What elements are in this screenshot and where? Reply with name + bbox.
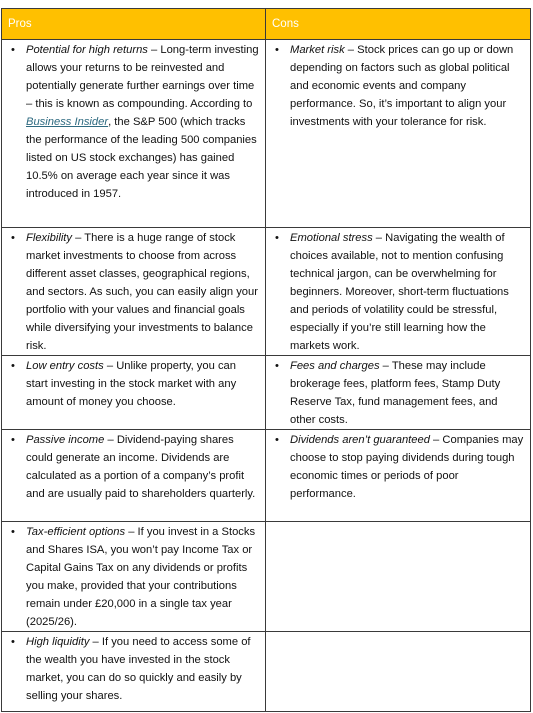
con-cell — [266, 430, 531, 522]
table-row — [2, 228, 531, 356]
table-row — [2, 522, 531, 632]
pro-cell — [2, 356, 266, 430]
bullet-icon: • — [275, 434, 279, 446]
bullet-icon: • — [275, 44, 279, 56]
pros-cons-table — [1, 8, 531, 712]
pro-text-cont: , the S&P 500 (which tracks the performance of the leading 500 companies listed on US stock exchanges) has gained 10.5% on average each year since it was introduced in 1957. — [26, 116, 257, 200]
dash: – — [429, 434, 443, 446]
pro-term: Flexibility — [26, 232, 73, 244]
pro-term: Potential for high returns — [26, 44, 148, 56]
con-term: Emotional stress — [290, 232, 373, 244]
dash: – — [372, 232, 386, 244]
pro-term: High liquidity — [26, 636, 90, 648]
pro-cell — [2, 522, 266, 632]
bullet-icon: • — [275, 232, 279, 244]
list-item — [266, 228, 530, 355]
bullet-icon: • — [275, 360, 279, 372]
con-cell-empty — [266, 632, 531, 712]
list-item — [266, 40, 530, 131]
pro-cell — [2, 632, 266, 712]
bullet-icon: • — [11, 636, 15, 648]
table-row — [2, 430, 531, 522]
list-item — [2, 632, 265, 705]
con-term: Fees and charges — [290, 360, 380, 372]
list-item — [266, 356, 530, 429]
table-row — [2, 356, 531, 430]
bullet-icon: • — [11, 526, 15, 538]
dash: – — [125, 526, 138, 538]
dash: – — [344, 44, 358, 56]
con-text: Stock prices can go up or down depending on factors such as global political and economic events and company performance. So, it’s important to align your investments with your tolerance for risk. — [290, 44, 514, 128]
pro-text: If you invest in a Stocks and Shares ISA, you won’t pay Income Tax or Capital Gains Tax on any dividends or profits you make, provided that your contributions remain under £20,000 in a single tax year (2025/26). — [26, 526, 256, 628]
pro-cell — [2, 228, 266, 356]
pro-cell — [2, 40, 266, 228]
con-text: Navigating the wealth of choices available, not to mention confusing technical jargon, can be overwhelming for beginners. Moreover, short-term fluctuations and periods of volatility could be stressful, especially if you’re still learning how the markets work. — [290, 232, 509, 352]
bullet-icon: • — [11, 434, 15, 446]
table-row — [2, 632, 531, 712]
pro-text: Long-term investing allows your returns to be reinvested and potentially generate further earnings over time – this is known as compounding. According to — [26, 44, 259, 110]
list-item — [2, 356, 265, 411]
pro-term: Low entry costs — [26, 360, 104, 372]
con-text: These may include brokerage fees, platform fees, Stamp Duty Reserve Tax, fund management fees, and other costs. — [290, 360, 501, 426]
list-item — [2, 430, 265, 503]
pro-text: Dividend-paying shares could generate an income. Dividends are calculated as a portion of a company’s profit and are usually paid to shareholders quarterly. — [26, 434, 256, 500]
list-item — [2, 228, 265, 355]
pro-text: Unlike property, you can start investing in the stock market with any amount of money you choose. — [26, 360, 237, 408]
dash: – — [89, 636, 102, 648]
list-item — [266, 430, 530, 503]
con-term: Market risk — [290, 44, 345, 56]
pro-term: Tax-efficient options — [26, 526, 126, 538]
con-cell — [266, 356, 531, 430]
pro-term: Passive income — [26, 434, 105, 446]
business-insider-link[interactable]: Business Insider — [26, 116, 109, 128]
con-text: Companies may choose to stop paying dividends during tough economic times or periods of poor performance. — [290, 434, 524, 500]
list-item — [2, 40, 265, 203]
bullet-icon: • — [11, 232, 15, 244]
pro-text: If you need to access some of the wealth you have invested in the stock market, you can do so quickly and easily by selling your shares. — [26, 636, 251, 702]
dash: – — [147, 44, 161, 56]
pros-header: Pros — [2, 9, 266, 40]
pro-cell — [2, 430, 266, 522]
dash: – — [104, 434, 117, 446]
dash: – — [72, 232, 85, 244]
bullet-icon: • — [11, 44, 15, 56]
con-cell-empty — [266, 522, 531, 632]
list-item — [2, 522, 265, 631]
pro-text: There is a huge range of stock market investments to choose from across different asset classes, geographical regions, and sectors. As such, you can easily align your portfolio with your values and financial goals while diversifying your investments to balance risk. — [26, 232, 258, 352]
cons-header: Cons — [266, 9, 531, 40]
bullet-icon: • — [11, 360, 15, 372]
con-cell — [266, 228, 531, 356]
dash: – — [379, 360, 392, 372]
dash: – — [103, 360, 117, 372]
con-term: Dividends aren’t guaranteed — [290, 434, 430, 446]
con-cell — [266, 40, 531, 228]
table-row — [2, 40, 531, 228]
header-row — [2, 9, 531, 40]
